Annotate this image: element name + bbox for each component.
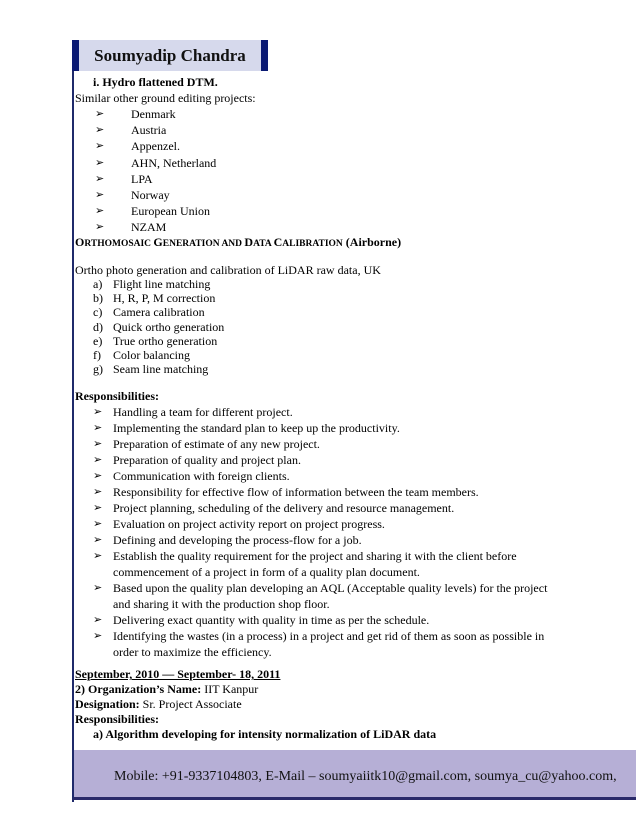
item-letter: f) [93, 348, 101, 362]
contact-details: Mobile: +91-9337104803, E-Mail – soumyaiitk10@gmail.com, soumya_cu@yahoo.com, [114, 769, 617, 784]
arrowhead-bullet-icon: ➢ [93, 486, 103, 498]
arrowhead-bullet-icon: ➢ [93, 438, 103, 450]
arrowhead-bullet-icon: ➢ [93, 502, 103, 514]
project-name: LPA [131, 171, 153, 186]
project-name: Denmark [131, 107, 176, 121]
arrowhead-bullet-icon: ➢ [95, 205, 105, 218]
arrowhead-bullet-icon: ➢ [95, 108, 105, 120]
responsibilities-heading: Responsibilities: [75, 389, 160, 403]
candidate-name: Soumyadip Chandra [94, 45, 246, 65]
item-letter: a) [93, 277, 103, 291]
heading-part: O [75, 235, 85, 249]
arrowhead-bullet-icon: ➢ [93, 582, 103, 594]
organization-line [75, 681, 258, 697]
arrowhead-bullet-icon: ➢ [95, 189, 105, 201]
responsibility-text: Communication with foreign clients. [113, 469, 290, 483]
ortho-intro: Ortho photo generation and calibration of LiDAR raw data, UK [75, 263, 381, 277]
item-letter: d) [93, 319, 103, 334]
heading-part: ENERATION AND [162, 239, 245, 249]
job2-first-item: a) Algorithm developing for intensity normalization of LiDAR data [93, 727, 437, 741]
job2-responsibilities-heading: Responsibilities: [75, 712, 160, 726]
responsibility-text: Identifying the wastes (in a process) in a project and get rid of them as soon as possible in order to maximize the efficiency. [113, 629, 545, 659]
organization-label: 2) Organization’s Name: [75, 682, 202, 696]
item-text: Color balancing [113, 348, 190, 362]
heading-part: (Airborne) [342, 235, 402, 249]
responsibility-text: Preparation of quality and project plan. [113, 453, 301, 467]
arrowhead-bullet-icon: ➢ [93, 518, 103, 530]
item-text: Camera calibration [113, 305, 205, 320]
item-text: True ortho generation [113, 333, 218, 348]
job-period: September, 2010 — September- 18, 2011 [75, 667, 281, 681]
heading-part: D [244, 235, 254, 249]
arrowhead-bullet-icon: ➢ [93, 406, 103, 418]
responsibility-text: Responsibility for effective flow of information between the team members. [113, 485, 479, 499]
arrowhead-bullet-icon: ➢ [93, 454, 103, 466]
arrowhead-bullet-icon: ➢ [93, 422, 103, 434]
heading-part: C [273, 235, 283, 249]
projects-intro: Similar other ground editing projects: [75, 91, 256, 105]
item-text: Seam line matching [113, 362, 209, 377]
responsibility-text: Delivering exact quantity with quality in time as per the schedule. [113, 613, 430, 627]
arrowhead-bullet-icon: ➢ [93, 614, 103, 626]
arrowhead-bullet-icon: ➢ [93, 630, 103, 642]
numbered-item: i. Hydro flattened DTM. [93, 75, 218, 89]
arrowhead-bullet-icon: ➢ [95, 172, 105, 185]
project-name: European Union [131, 204, 210, 219]
project-name: Appenzel. [131, 139, 180, 154]
responsibility-text: Defining and developing the process-flow for a job. [113, 533, 362, 547]
heading-part: ALIBRATION [282, 239, 343, 249]
responsibility-text: Based upon the quality plan developing an AQL (Acceptable quality levels) for the project and sharing it with the production shop floor. [113, 581, 548, 611]
project-name: Austria [131, 123, 167, 138]
responsibility-text: Implementing the standard plan to keep up the productivity. [113, 421, 400, 435]
responsibility-text: Evaluation on project activity report on project progress. [113, 517, 385, 531]
arrowhead-bullet-icon: ➢ [95, 124, 105, 137]
designation-line [75, 696, 242, 712]
name-banner [72, 40, 268, 71]
item-letter: e) [93, 333, 103, 348]
heading-part: G [153, 235, 163, 249]
responsibility-text: Preparation of estimate of any new project. [113, 437, 320, 451]
designation-label: Designation: [75, 697, 140, 711]
item-letter: b) [93, 291, 103, 306]
item-text: Quick ortho generation [113, 319, 225, 334]
arrowhead-bullet-icon: ➢ [95, 140, 105, 153]
arrowhead-bullet-icon: ➢ [95, 221, 105, 234]
item-text: H, R, P, M correction [113, 291, 216, 306]
designation-value: Sr. Project Associate [139, 697, 242, 711]
arrowhead-bullet-icon: ➢ [93, 470, 103, 482]
responsibility-text: Project planning, scheduling of the delivery and resource management. [113, 501, 455, 515]
heading-part: ATA [253, 239, 274, 249]
item-letter: c) [93, 305, 103, 320]
project-name: Norway [131, 188, 170, 202]
project-name: AHN, Netherland [131, 155, 217, 170]
heading-part: RTHOMOSAIC [84, 239, 154, 249]
arrowhead-bullet-icon: ➢ [95, 156, 105, 169]
item-letter: g) [93, 362, 103, 377]
item-text: Flight line matching [113, 277, 211, 291]
contact-footer [72, 750, 636, 800]
left-margin-rule [72, 40, 74, 802]
organization-value: IIT Kanpur [201, 682, 259, 696]
responsibility-text: Establish the quality requirement for the project and sharing it with the client before commencement of a project in form of a quality plan document. [113, 549, 517, 579]
responsibility-text: Handling a team for different project. [113, 405, 293, 419]
arrowhead-bullet-icon: ➢ [93, 550, 103, 562]
ortho-heading [75, 234, 401, 252]
arrowhead-bullet-icon: ➢ [93, 534, 103, 546]
project-name: NZAM [131, 220, 167, 235]
ortho-item [93, 361, 208, 377]
